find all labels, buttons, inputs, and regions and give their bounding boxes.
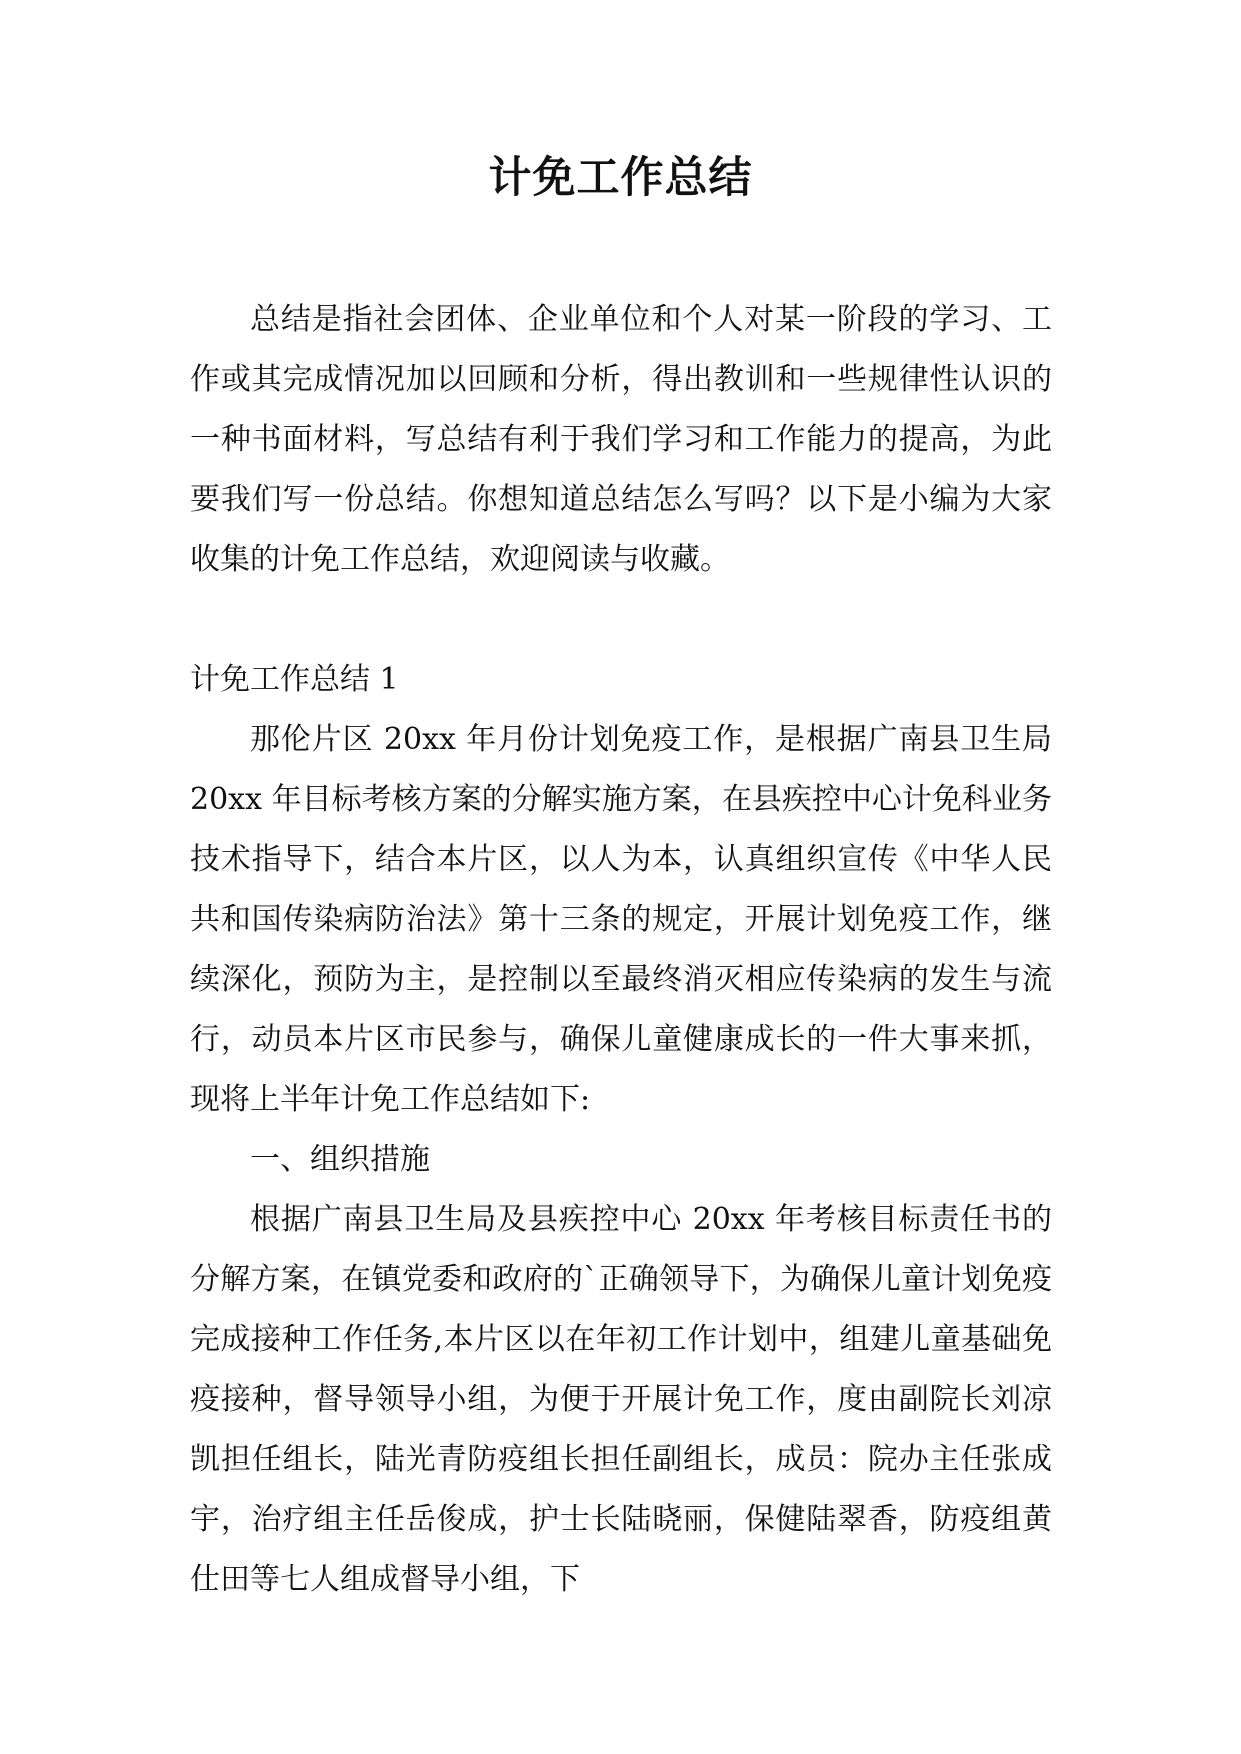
body-paragraph: 那伦片区 20xx 年月份计划免疫工作，是根据广南县卫生局 20xx 年目标考核方案的分解实施方案，在县疾控中心计免科业务技术指导下，结合本片区，以人为本，认真组织宣传《中华人民共和国传染病防治法》第十三条的规定，开展计划免疫工作，继续深化，预防为主，是控制以至最终消灭相应传染病的发生与流行，动员本片区市民参与，确保儿童健康成长的一件大事来抓，现将上半年计免工作总结如下: <box>190 722 1052 1117</box>
subheading: 一、组织措施 <box>250 1142 430 1177</box>
section-heading: 计免工作总结 1 <box>190 662 399 697</box>
document-title: 计免工作总结 <box>488 153 753 203</box>
intro-paragraph: 总结是指社会团体、企业单位和个人对某一阶段的学习、工作或其完成情况加以回顾和分析，得出教训和一些规律性认识的一种书面材料，写总结有利于我们学习和工作能力的提高，为此要我们写一份总结。你想知道总结怎么写吗？以下是小编为大家收集的计免工作总结，欢迎阅读与收藏。 <box>190 302 1052 577</box>
document-body <box>190 290 1052 1610</box>
body-paragraph: 根据广南县卫生局及县疾控中心 20xx 年考核目标责任书的分解方案，在镇党委和政府的`正确领导下，为确保儿童计划免疫完成接种工作任务,本片区以在年初工作计划中，组建儿童基础免疫接种，督导领导小组，为便于开展计免工作，度由副院长刘凉凯担任组长，陆光青防疫组长担任副组长，成员：院办主任张成宇，治疗组主任岳俊成，护士长陆晓丽，保健陆翠香，防疫组黄仕田等七人组成督导小组，下 <box>190 1202 1052 1597</box>
